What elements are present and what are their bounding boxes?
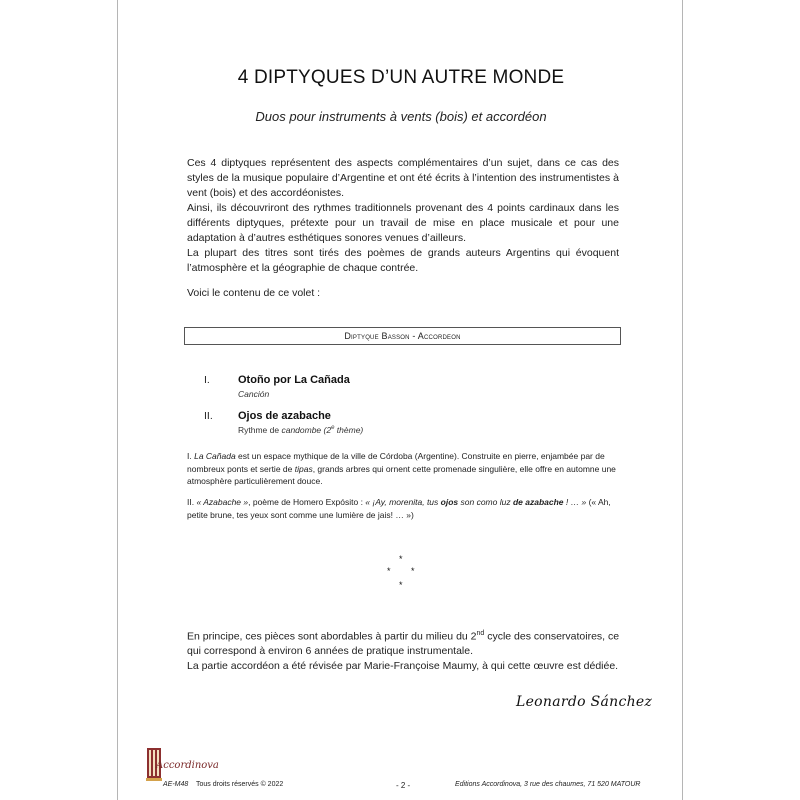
star: * [411,566,415,576]
closing-text-suffix: cycle des conservatoires, ce qui correspond à environ 6 années de pratique instrumentale. [187,630,620,657]
page-title: 4 DIPTYQUES D’UN AUTRE MONDE [237,67,565,88]
note-prefix: II. [187,497,197,507]
closing-sup: nd [476,630,485,637]
diptyque-box [184,327,621,345]
footer-rights: Tous droits réservés © 2022 [196,781,284,788]
piece-subtitle-rhythm: candombe [281,425,322,435]
page-number: - 2 - [396,781,411,790]
star: * [399,554,403,564]
note-em: « Azabache » [196,497,249,507]
footer-publisher: Editions Accordinova, 3 rue des chaumes, 71 520 MATOUR [455,781,641,788]
note-text: , poème de Homero Expósito : [248,497,366,507]
note-bold: de azabache [512,497,564,507]
signature: Leonardo Sánchez [516,694,653,710]
piece-numeral: II. [204,410,213,422]
piece-subtitle-suffix: (2 [321,425,332,435]
intro-text [187,156,619,276]
piece-title: Otoño por La Cañada [238,374,350,386]
piece-subtitle-text: Canción [238,389,270,399]
note-text: , grands arbres qui ornent cette promenade singulière, elle offre en automne une atmosphère particulièrement douce. [187,463,616,486]
note-em: ! … » [563,497,587,507]
star: * [387,566,391,576]
asterism-divider [383,554,423,594]
piece-subtitle-prefix: Rythme de [238,425,282,435]
piece-subtitle [238,425,363,435]
closing-paragraph [187,627,627,659]
note-canada [187,450,619,488]
note-em: tipas [294,463,313,474]
piece-subtitle-tail: thème) [334,425,364,435]
diptyque-label: Diptyque Basson - Accordeon [344,331,461,341]
closing-text-prefix: En principe, ces pièces sont abordables à partir du milieu du 2 [187,630,477,643]
piece-title: Ojos de azabache [238,410,331,422]
logo-wordmark: Accordinova [156,760,219,771]
note-prefix: I. [187,451,195,461]
page-subtitle: Duos pour instruments à vents (bois) et accordéon [255,109,547,124]
note-em: La Cañada [194,451,236,461]
closing-text [187,627,627,673]
note-text: est un espace mythique de la ville de Córdoba (Argentine). Construite en pierre, enjambée par de nombreux ponts et sertie de [187,451,605,474]
footer-code: AE-M48 [163,781,189,788]
document-page [117,0,683,800]
note-bold: ojos [440,497,459,507]
piece-subtitle-sup: e [331,425,335,432]
note-em: son como luz [458,497,513,507]
star: * [399,580,403,590]
closing-paragraph: La partie accordéon a été révisée par Marie-Françoise Maumy, à qui cette œuvre est dédiée. [187,659,619,672]
intro-paragraph: Ces 4 diptyques représentent des aspects complémentaires d’un sujet, dans ce cas des styles de la musique populaire d’Argentine et ont été écrits à l’intention des instrumentistes à vent (bois) et des accordéonistes. [187,157,619,199]
note-azabache [187,496,619,521]
piece-numeral: I. [204,374,210,386]
piece-subtitle [238,389,269,399]
contents-intro: Voici le contenu de ce volet : [187,287,321,299]
intro-paragraph: Ainsi, ils découvriront des rythmes traditionnels provenant des 4 points cardinaux dans les différents diptyques, prétexte pour un travail de mise en place musicale et pour une adaptation à d’autres esthétiques sonores venues d’ailleurs. [187,202,619,244]
note-text: (« Ah, petite brune, tes yeux sont comme une lumière de jais! … ») [187,497,611,520]
note-em: « ¡Ay, morenita, tus [365,497,441,507]
intro-paragraph: La plupart des titres sont tirés des poèmes de grands auteurs Argentins qui évoquent l’atmosphère et la géographie de chaque contrée. [187,247,619,274]
